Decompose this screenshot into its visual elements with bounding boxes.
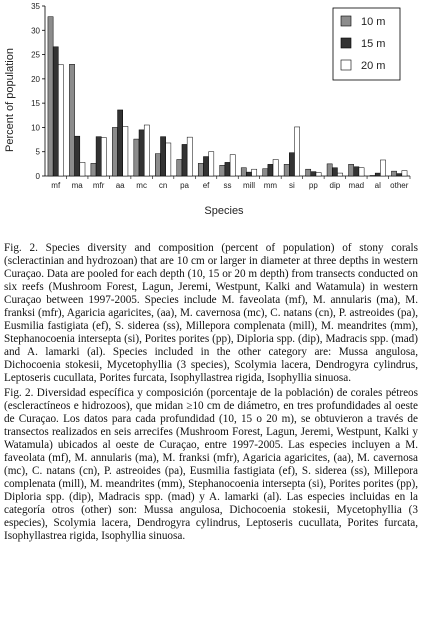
- x-tick-label: ma: [71, 181, 83, 190]
- bar-dip-15m: [332, 168, 337, 176]
- bar-mm-10m: [263, 169, 268, 176]
- bar-pp-10m: [306, 169, 311, 176]
- x-tick-label: si: [289, 181, 295, 190]
- y-tick-label: 25: [31, 50, 40, 60]
- bar-mc-10m: [134, 139, 139, 176]
- bar-other-10m: [391, 171, 396, 176]
- bar-mfr-15m: [96, 137, 101, 176]
- bar-mad-10m: [349, 164, 354, 176]
- bar-pa-15m: [182, 144, 187, 176]
- bar-mad-20m: [359, 168, 364, 176]
- y-tick-label: 30: [31, 26, 40, 36]
- bar-cn-20m: [166, 143, 171, 176]
- chart-legend: [333, 8, 400, 80]
- bar-ef-20m: [209, 152, 214, 176]
- x-tick-label: mill: [242, 181, 255, 190]
- bar-mfr-10m: [91, 163, 96, 176]
- bar-ma-20m: [80, 162, 85, 176]
- bar-si-20m: [295, 127, 300, 176]
- x-tick-label: mad: [348, 181, 365, 190]
- bar-other-20m: [402, 171, 407, 176]
- x-tick-label: mfr: [92, 181, 105, 190]
- x-tick-label: mf: [51, 181, 61, 190]
- legend-swatch: [341, 38, 351, 48]
- x-tick-label: pa: [180, 181, 190, 190]
- bar-ma-10m: [69, 64, 74, 176]
- bar-cn-10m: [155, 154, 160, 176]
- bar-mm-20m: [273, 159, 278, 176]
- y-tick-label: 10: [31, 123, 40, 133]
- bar-al-20m: [380, 160, 385, 176]
- x-tick-label: pp: [308, 181, 318, 190]
- bar-si-10m: [284, 164, 289, 176]
- bar-ma-15m: [75, 136, 80, 176]
- y-tick-label: 20: [31, 74, 40, 84]
- bar-mfr-20m: [101, 138, 106, 176]
- caption-spanish: Fig. 2. Diversidad específica y composición (porcentaje de la población) de corales pétreos (escleractíneos e hidrozoos), que midan ≥10 cm de diámetro, en tres profundidades al oeste de Curaçao. Los datos para cada profundidad (10, 15 o 20 m), se obtuvieron a través de transectos realizados en seis arrecifes (Mushroom Forest, Lagun, Jeremi, Westpunt, Kalki y Watamula) ubicados al oeste de Curaçao, entre 1997-2005. Las especies incluyen a M. faveolata (mf), M. annularis (ma), M. franksi (mfr), Agaricia agaricites, (aa), M. cavernosa (mc), C. natans (cn), P. astreoides (pa), Eusmilia fastigiata (ef), S. siderea (ss), Millepora complenata (mill), M. meandrites (mm), Stephanocoenia intersepta (si), Porites porites (pp), Diploria spp. (dip), Madracis spp. (mad) y A. lamarki (al). Las especies incluidas en la categoría otros (other) son: Mussa angulosa, Dichocoenia stokesii, Mycetophyllia (3 especies), Scolymia lacera, Dendrogyra cylindrus, Leptoseris cucullata, Porites furcata, Isophyllastrea rigida, Isophyllia sinuosa.: [4, 387, 418, 542]
- x-tick-label: dip: [329, 181, 341, 190]
- bar-ef-15m: [203, 157, 208, 176]
- bar-ss-20m: [230, 155, 235, 176]
- bar-ss-15m: [225, 162, 230, 176]
- x-tick-label: al: [374, 181, 381, 190]
- figure-caption: [4, 242, 418, 545]
- bar-mf-10m: [48, 17, 53, 176]
- y-tick-label: 35: [31, 2, 40, 11]
- bar-mc-15m: [139, 130, 144, 176]
- bar-mad-15m: [354, 167, 359, 176]
- x-tick-label: ss: [223, 181, 232, 190]
- species-bar-chart: [0, 0, 423, 240]
- x-tick-label: mm: [263, 181, 278, 190]
- x-axis-label: Species: [204, 205, 244, 217]
- bar-mm-15m: [268, 164, 273, 176]
- bar-mill-10m: [241, 168, 246, 176]
- y-axis-label: Percent of population: [4, 48, 16, 152]
- x-tick-label: ef: [202, 181, 210, 190]
- bar-mf-20m: [58, 65, 63, 176]
- bar-dip-20m: [337, 173, 342, 176]
- bar-mc-20m: [144, 125, 149, 176]
- bar-mill-15m: [246, 172, 251, 176]
- legend-swatch: [341, 16, 351, 26]
- bar-pa-10m: [177, 159, 182, 176]
- legend-label: 20 m: [361, 60, 386, 72]
- bar-si-15m: [289, 153, 294, 176]
- x-tick-label: other: [390, 181, 409, 190]
- bar-other-15m: [397, 174, 402, 176]
- bar-pp-15m: [311, 172, 316, 176]
- x-tick-label: mc: [136, 181, 147, 190]
- y-tick-label: 0: [35, 172, 40, 181]
- bar-aa-10m: [112, 127, 117, 176]
- caption-english: Fig. 2. Species diversity and composition (percent of population) of stony corals (scleractinian and hydrozoan) that are 10 cm or larger in diameter at three depths in western Curaçao. Data are pooled for each depth (10, 15 or 20 m depth) from transects conducted on six reefs (Mushroom Forest, Lagun, Jeremi, Westpunt, Kalki and Watamula) in western Curaçao between 1997-2005. Species include M. faveolata (mf), M. annularis (ma), M. franksi (mfr), Agaricia agaricites, (aa), M. cavernosa (mc), C. natans (cn), P. astreoides (pa), Eusmilia fastigiata (ef), S. siderea (ss), Millepora complenata (mill), M. meandrites (mm), Stephanocoenia intersepta (si), Porites porites (pp), Diploria spp. (dip), Madracis spp. (mad) and A. lamarki (al). Species included in the other category are: Mussa angulosa, Dichocoenia stokesii, Mycetophyllia (3 species), Scolymia lacera, Dendrogyra cylindrus, Leptoseris cucullata, Porites furcata, Isophyllastrea rigida, Isophyllia sinuosa.: [4, 242, 418, 384]
- bar-aa-20m: [123, 126, 128, 176]
- legend-label: 10 m: [361, 16, 386, 28]
- x-tick-label: cn: [158, 181, 168, 190]
- bar-cn-15m: [160, 137, 165, 176]
- bar-mf-15m: [53, 47, 58, 176]
- x-tick-label: aa: [115, 181, 125, 190]
- y-tick-label: 5: [35, 147, 40, 157]
- y-tick-label: 15: [31, 99, 40, 109]
- legend-swatch: [341, 60, 351, 70]
- bar-pa-20m: [187, 137, 192, 176]
- bar-ss-10m: [220, 165, 225, 176]
- bar-ef-10m: [198, 163, 203, 176]
- legend-label: 15 m: [361, 38, 386, 50]
- bar-al-15m: [375, 173, 380, 176]
- bar-mill-20m: [252, 169, 257, 176]
- bar-aa-15m: [118, 110, 123, 176]
- bar-dip-10m: [327, 164, 332, 176]
- bar-pp-20m: [316, 173, 321, 176]
